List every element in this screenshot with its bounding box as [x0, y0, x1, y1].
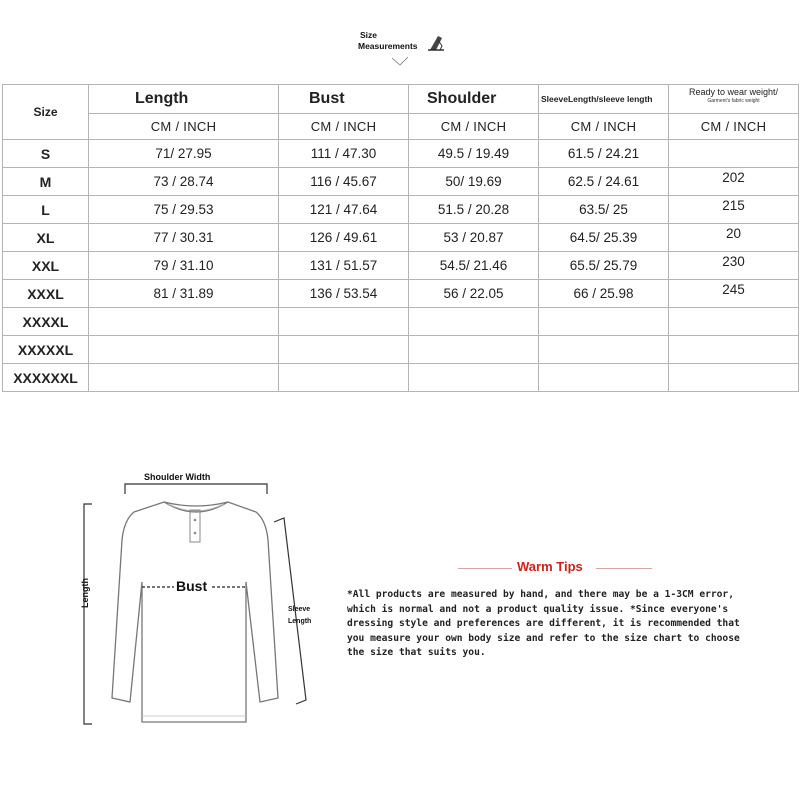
shoulder-cell: 50/ 19.69: [409, 168, 539, 196]
sleeve-cell: [539, 336, 669, 364]
size-cell: M: [3, 168, 89, 196]
unit-cell: CM / INCH: [279, 114, 409, 140]
weight-cell: [669, 364, 799, 392]
length-cell: 77 / 30.31: [89, 224, 279, 252]
sleeve-cell: 64.5/ 25.39: [539, 224, 669, 252]
table-row: [3, 140, 799, 168]
weight-cell: [669, 308, 799, 336]
length-cell: 81 / 31.89: [89, 280, 279, 308]
size-cell: XXXXL: [3, 308, 89, 336]
bust-cell: 126 / 49.61: [279, 224, 409, 252]
unit-cell: CM / INCH: [669, 114, 799, 140]
table-unit-row: [3, 114, 799, 140]
length-cell: 79 / 31.10: [89, 252, 279, 280]
shoulder-cell: 51.5 / 20.28: [409, 196, 539, 224]
length-cell: [89, 336, 279, 364]
length-cell: 73 / 28.74: [89, 168, 279, 196]
weight-cell: 215: [669, 196, 799, 224]
size-column-header: Size: [3, 85, 89, 140]
bust-cell: 111 / 47.30: [279, 140, 409, 168]
weight-cell: 202: [669, 168, 799, 196]
sleeve-label-line-1: Sleeve: [288, 606, 311, 613]
bust-cell: 116 / 45.67: [279, 168, 409, 196]
table-row: [3, 168, 799, 196]
table-row: [3, 252, 799, 280]
bust-column-header: Bust: [279, 85, 409, 114]
shoulder-cell: [409, 364, 539, 392]
bust-cell: [279, 336, 409, 364]
tips-divider-left: [458, 568, 512, 569]
unit-cell: CM / INCH: [539, 114, 669, 140]
sleeve-column-header: SleeveLength/sleeve length: [539, 85, 669, 114]
shoulder-column-header: Shoulder: [409, 85, 539, 114]
length-cell: [89, 364, 279, 392]
shoulder-cell: 56 / 22.05: [409, 280, 539, 308]
table-row: [3, 364, 799, 392]
length-cell: [89, 308, 279, 336]
sleeve-cell: [539, 308, 669, 336]
heading-line-2: Measurements: [358, 41, 418, 51]
shoulder-width-label: Shoulder Width: [144, 472, 211, 482]
bust-cell: [279, 308, 409, 336]
size-cell: XXXXXXL: [3, 364, 89, 392]
table-header-row: [3, 85, 799, 114]
tips-divider-right: [596, 568, 652, 569]
length-label: Length: [80, 578, 90, 608]
table-row: [3, 336, 799, 364]
sleeve-cell: 61.5 / 24.21: [539, 140, 669, 168]
weight-column-header: [669, 85, 799, 114]
table-row: [3, 196, 799, 224]
weight-cell: [669, 336, 799, 364]
unit-cell: CM / INCH: [89, 114, 279, 140]
heading-line-1: Size: [360, 30, 378, 40]
shoulder-cell: 54.5/ 21.46: [409, 252, 539, 280]
weight-cell: 20: [669, 224, 799, 252]
weight-cell: 245: [669, 280, 799, 308]
garment-diagram: [60, 470, 310, 740]
length-cell: 71/ 27.95: [89, 140, 279, 168]
weight-column-title: Ready to wear weight/: [688, 87, 779, 97]
bust-cell: 131 / 51.57: [279, 252, 409, 280]
unit-cell: CM / INCH: [409, 114, 539, 140]
sleeve-cell: 62.5 / 24.61: [539, 168, 669, 196]
size-cell: S: [3, 140, 89, 168]
sleeve-cell: 65.5/ 25.79: [539, 252, 669, 280]
sleeve-cell: 66 / 25.98: [539, 280, 669, 308]
size-cell: XXXXXL: [3, 336, 89, 364]
table-row: [3, 308, 799, 336]
length-column-header: Length: [89, 85, 279, 114]
size-chart-table: [2, 84, 799, 392]
long-sleeve-shirt-icon: [60, 470, 310, 740]
sleeve-label-line-2: Length: [288, 618, 312, 625]
bust-cell: 121 / 47.64: [279, 196, 409, 224]
weight-cell: [669, 140, 799, 168]
bust-cell: [279, 364, 409, 392]
bust-label: Bust: [176, 578, 208, 594]
size-cell: XXXL: [3, 280, 89, 308]
shoulder-cell: 53 / 20.87: [409, 224, 539, 252]
shoulder-cell: [409, 336, 539, 364]
weight-column-subtitle: Garment's fabric weight: [707, 98, 760, 104]
sleeve-cell: [539, 364, 669, 392]
warm-tips-title: Warm Tips: [517, 559, 583, 574]
shoulder-cell: [409, 308, 539, 336]
size-measurements-heading: [358, 28, 478, 68]
sleeve-cell: 63.5/ 25: [539, 196, 669, 224]
bust-cell: 136 / 53.54: [279, 280, 409, 308]
size-cell: XXL: [3, 252, 89, 280]
table-row: [3, 224, 799, 252]
length-cell: 75 / 29.53: [89, 196, 279, 224]
size-cell: XL: [3, 224, 89, 252]
weight-cell: 230: [669, 252, 799, 280]
warm-tips-text: *All products are measured by hand, and there may be a 1-3CM error, which is normal and not a product quality issue. *Since everyone's dressing style and preferences are different, it is recommended that you measure your own body size and refer to the size chart to choose the size that suits you.: [347, 589, 740, 659]
table-row: [3, 280, 799, 308]
size-cell: L: [3, 196, 89, 224]
shoulder-cell: 49.5 / 19.49: [409, 140, 539, 168]
